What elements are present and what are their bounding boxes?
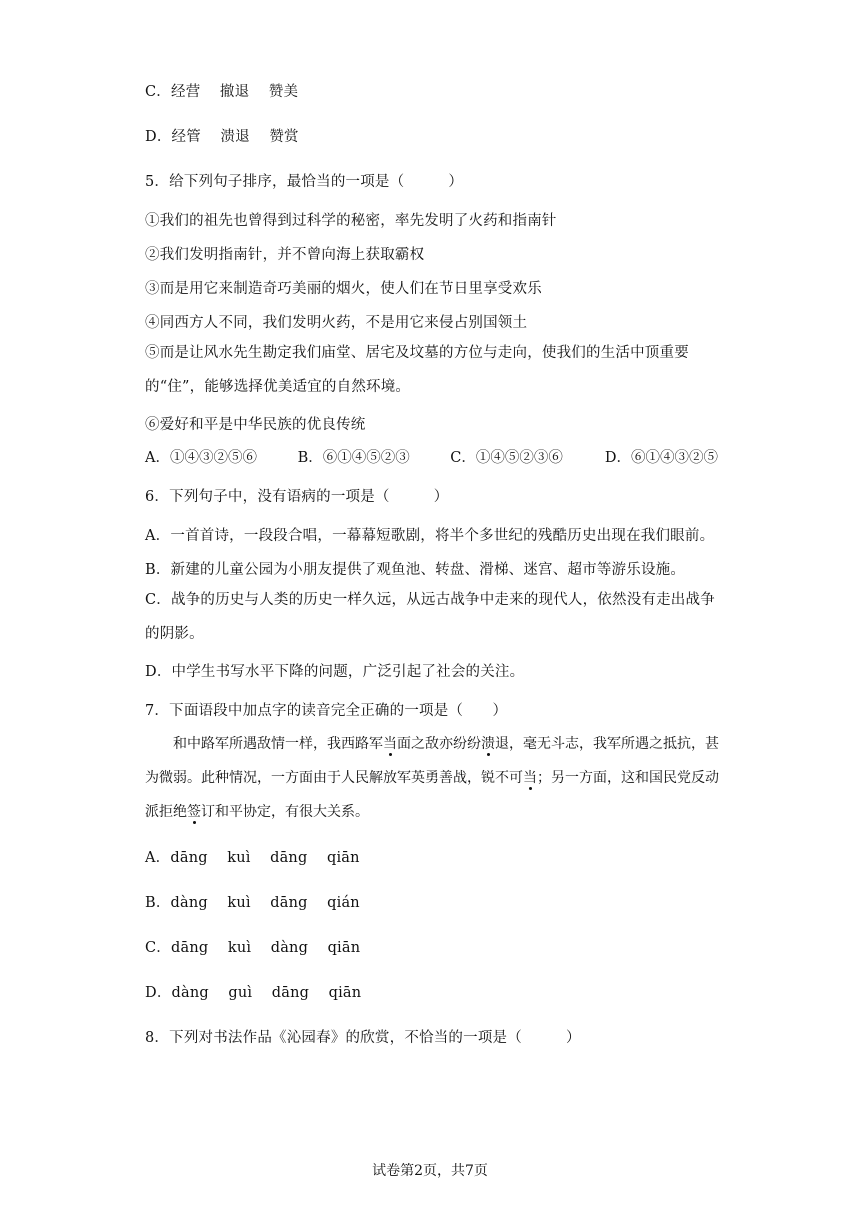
q5-sentence-1: ①我们的祖先也曾得到过科学的秘密，率先发明了火药和指南针 (145, 213, 557, 229)
q7-option-a: A．dāng kuì dāng qiān (145, 850, 360, 866)
passage-text: 退，毫无斗志，我军所遇之抵抗，甚为微弱。此种情况，一方面由于人民解放军英勇善战，锐不可 (145, 736, 719, 786)
q6-option-a: A．一首首诗，一段段合唱，一幕幕短歌剧，将半个多世纪的残酷历史出现在我们眼前。 (145, 528, 715, 544)
q5-option-b: B．⑥①④⑤②③ (297, 450, 410, 466)
dotted-char: 当 (383, 736, 397, 752)
q7-stem: 7．下面语段中加点字的读音完全正确的一项是（ ） (145, 703, 508, 719)
q6-stem: 6．下列句子中，没有语病的一项是（ ） (145, 489, 449, 505)
q7-passage (145, 727, 720, 829)
passage-text: 面之敌亦纷纷 (397, 736, 481, 752)
q5-sentence-3: ③而是用它来制造奇巧美丽的烟火，使人们在节日里享受欢乐 (145, 281, 542, 297)
q5-sentence-4: ④同西方人不同，我们发明火药，不是用它来侵占别国领土 (145, 315, 528, 331)
q5-sentence-2: ②我们发明指南针，并不曾向海上获取霸权 (145, 247, 425, 263)
q4-option-d: D．经管 溃退 赞赏 (145, 129, 299, 145)
q5-option-a: A．①④③②⑤⑥ (145, 450, 257, 466)
q7-option-c: C．dāng kuì dàng qiān (145, 940, 361, 956)
dotted-char: 当 (523, 770, 537, 786)
q7-option-d: D．dàng guì dāng qiān (145, 985, 362, 1001)
page-footer: 试卷第2页，共7页 (372, 1163, 488, 1179)
q5-sentence-6: ⑥爱好和平是中华民族的优良传统 (145, 417, 366, 433)
q5-options (145, 446, 718, 467)
q4-option-c: C．经营 撤退 赞美 (145, 84, 299, 100)
q5-option-c: C．①④⑤②③⑥ (450, 450, 563, 466)
q5-stem: 5．给下列句子排序，最恰当的一项是（ ） (145, 174, 464, 190)
q6-option-c: C．战争的历史与人类的历史一样久远，从远古战争中走来的现代人，依然没有走出战争的阴影。 (145, 592, 715, 642)
q6-option-d: D．中学生书写水平下降的问题，广泛引起了社会的关注。 (145, 664, 525, 680)
dotted-char: 溃 (481, 736, 495, 752)
q8-stem: 8．下列对书法作品《沁园春》的欣赏，不恰当的一项是（ ） (145, 1030, 581, 1046)
q6-option-b: B．新建的儿童公园为小朋友提供了观鱼池、转盘、滑梯、迷宫、超市等游乐设施。 (145, 562, 686, 578)
q5-sentence-5: ⑤而是让风水先生勘定我们庙堂、居宅及坟墓的方位与走向，使我们的生活中顶重要的“住”，能够选择优美适宜的自然环境。 (145, 345, 689, 395)
q7-option-b: B．dàng kuì dāng qián (145, 895, 360, 911)
passage-text: ；另一方面，这和国民党反动派拒绝 (145, 770, 719, 820)
passage-text: 订和平协定，有很大关系。 (201, 804, 369, 820)
dotted-char: 签 (187, 804, 201, 820)
passage-text: 和中路军所遇敌情一样，我西路军 (173, 736, 383, 752)
q5-option-d: D．⑥①④③②⑤ (604, 450, 718, 466)
